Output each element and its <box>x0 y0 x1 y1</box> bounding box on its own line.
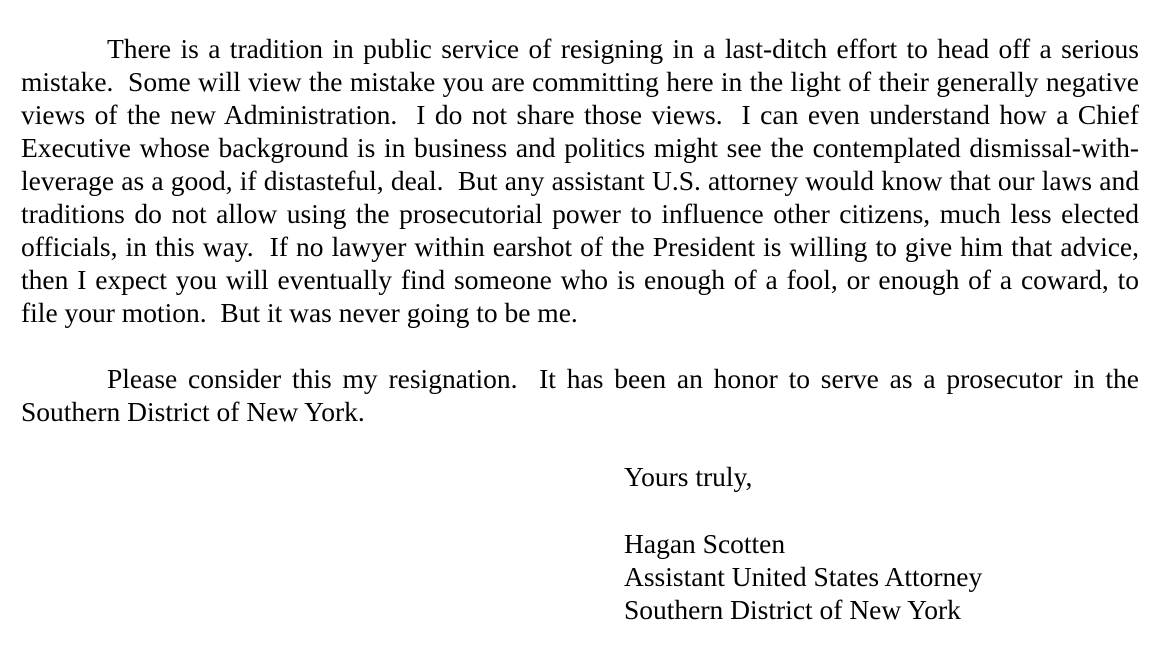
signer-office: Southern District of New York <box>624 594 961 625</box>
closing-text: Yours truly, <box>624 461 753 492</box>
signature-block <box>624 527 1144 626</box>
signer-name: Hagan Scotten <box>624 528 786 559</box>
signer-title: Assistant United States Attorney <box>624 561 983 592</box>
closing-salutation <box>624 460 1144 493</box>
body-paragraph-tradition: There is a tradition in public service of resigning in a last-ditch effort to head off a serious mistake. Some will view the mistake you are committing here in the light of their generally negative views of the new Administration. I do not share those views. I can even understand how a Chief Executive whose background is in business and politics might see the contemplated dismissal-with-leverage as a good, if distasteful, deal. But any assistant U.S. attorney would know that our laws and traditions do not allow using the prosecutorial power to influence other citizens, much less elected officials, in this way. If no lawyer within earshot of the President is willing to give him that advice, then I expect you will eventually find someone who is enough of a fool, or enough of a coward, to file your motion. But it was never going to be me. <box>21 33 1139 328</box>
body-paragraph-resignation: Please consider this my resignation. It has been an honor to serve as a prosecutor in the Southern District of New York. <box>21 363 1139 427</box>
